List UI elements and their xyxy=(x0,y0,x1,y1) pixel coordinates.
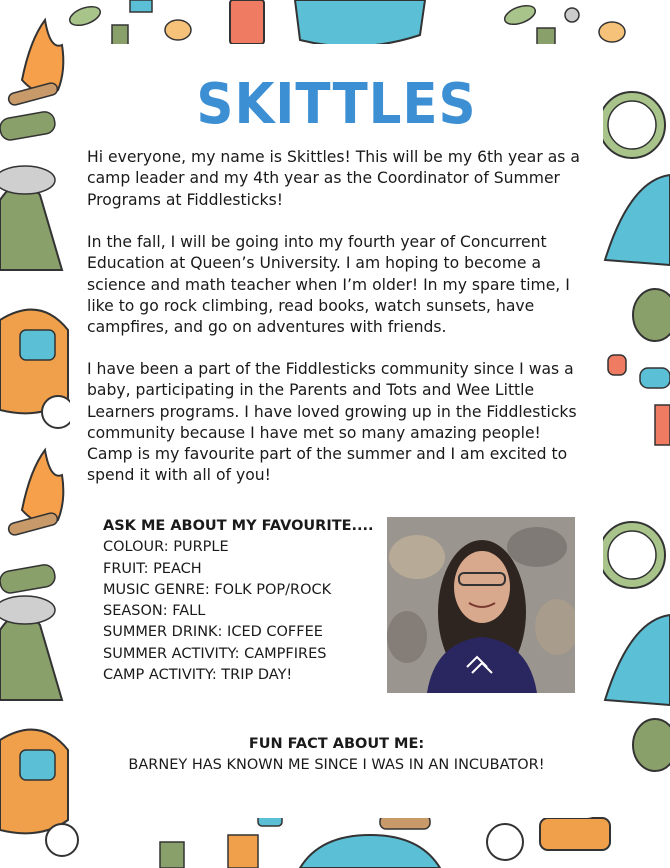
community-paragraph: I have been a part of the Fiddlesticks community since I was a baby, participating in the Parents and Tots and Wee Little Learners programs. I have loved growing up in the Fiddlesticks community because I have met so many amazing people! Camp is my favourite part of the summer and I am excited to spend it with all of you! xyxy=(87,360,577,485)
profile-photo xyxy=(387,517,575,693)
favourite-item: CAMP ACTIVITY: TRIP DAY! xyxy=(103,667,293,684)
campfire-icon xyxy=(7,20,63,536)
page-title: SKITTLES xyxy=(196,72,477,137)
favourites-heading: ASK ME ABOUT MY FAVOURITE.... xyxy=(103,518,374,534)
fun-fact-text: BARNEY HAS KNOWN ME SINCE I WAS IN AN INCUBATOR! xyxy=(128,757,545,773)
favourite-item: COLOUR: PURPLE xyxy=(103,539,229,556)
favourite-item: SEASON: FALL xyxy=(103,603,206,620)
education-paragraph: In the fall, I will be going into my fourth year of Concurrent Education at Queen’s University. I am hoping to become a science and math teacher when I’m older! In my spare time, I like to go rock climbing, read books, watch sunsets, have campfires, and go on adventures with friends. xyxy=(87,233,570,337)
flashlight-icon xyxy=(608,355,670,445)
fun-fact xyxy=(70,734,603,776)
favourites-list xyxy=(103,516,393,686)
fun-fact-heading: FUN FACT ABOUT ME: xyxy=(248,736,425,752)
favourite-item: SUMMER DRINK: ICED COFFEE xyxy=(103,624,323,641)
mountain-icon xyxy=(0,166,62,700)
intro-paragraph: Hi everyone, my name is Skittles! This will be my 6th year as a camp leader and my 4th year as the Coordinator of Summer Programs at Fiddlesticks! xyxy=(87,148,580,209)
favourite-item: SUMMER ACTIVITY: CAMPFIRES xyxy=(103,645,327,662)
favourite-item: MUSIC GENRE: FOLK POP/ROCK xyxy=(103,581,332,598)
profile-card xyxy=(70,44,603,818)
favourite-item: FRUIT: PEACH xyxy=(103,560,202,577)
tent-icon xyxy=(295,0,425,46)
bottom-doodles xyxy=(160,810,610,868)
